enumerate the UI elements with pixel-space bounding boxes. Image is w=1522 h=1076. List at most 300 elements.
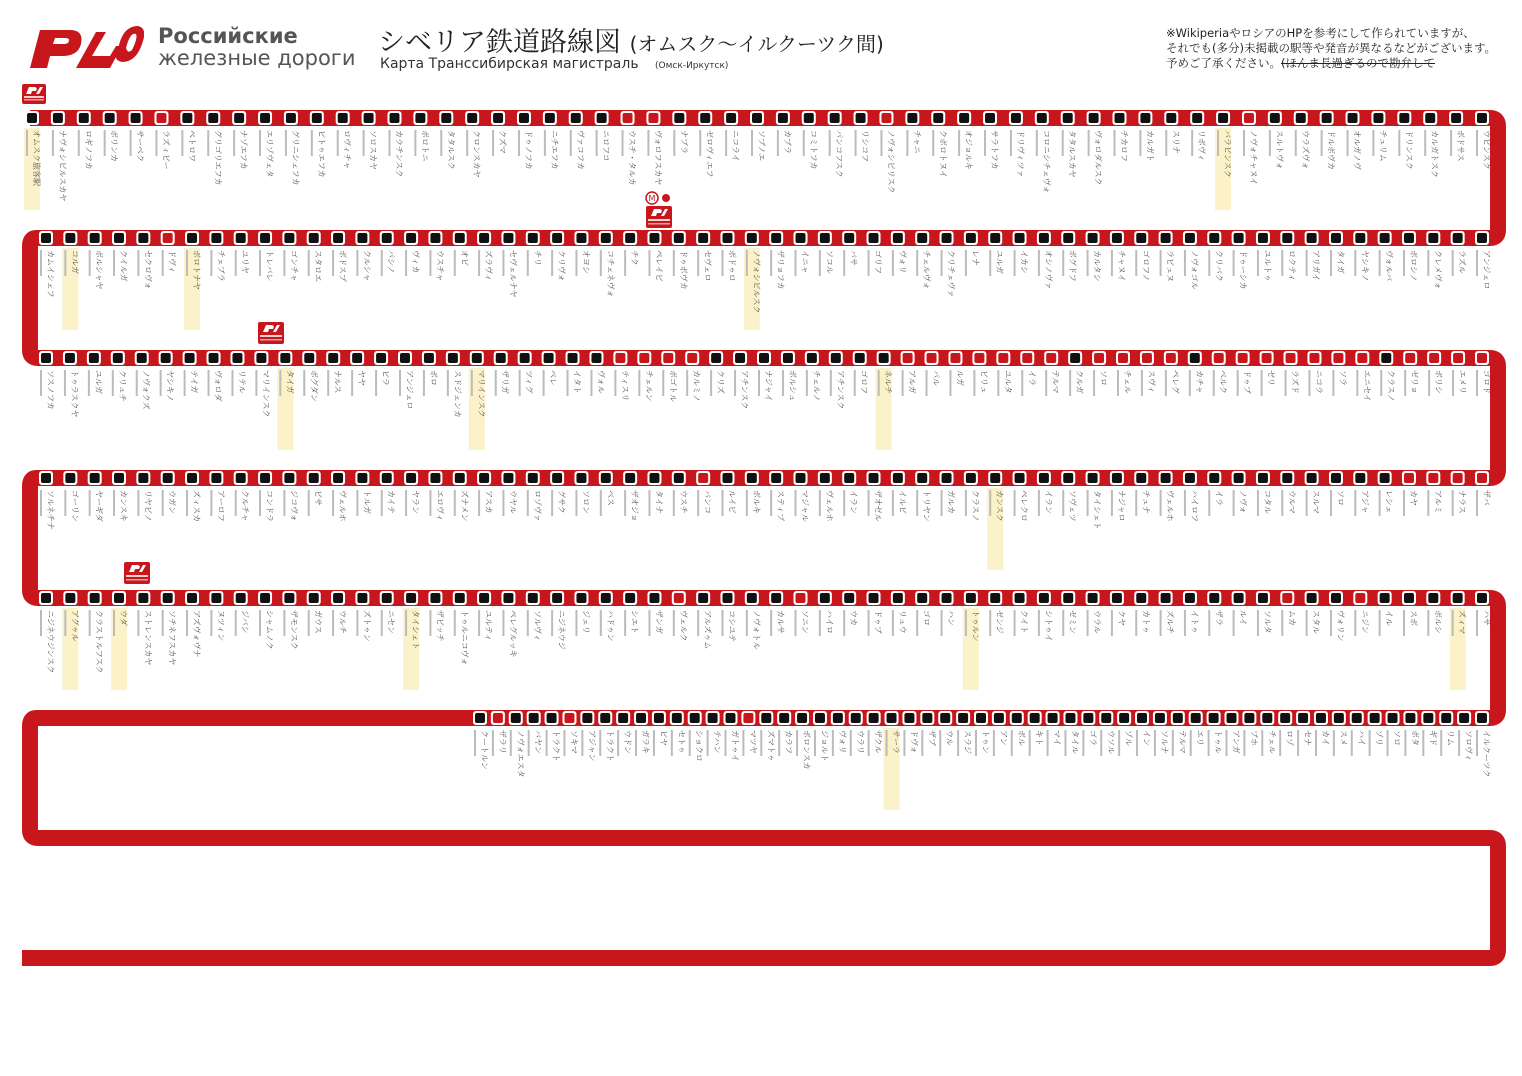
station-name-latin: [1281, 490, 1283, 516]
station-name-latin: [113, 490, 115, 516]
station: [1378, 231, 1394, 281]
station-marker: [1405, 353, 1415, 363]
station-name-latin: [447, 370, 449, 396]
station-marker: [1234, 473, 1244, 483]
station-name-latin: [1372, 130, 1374, 156]
station-name-latin: [551, 490, 553, 516]
station: [1135, 711, 1151, 756]
station: [1086, 231, 1102, 282]
station-name: イラ: [1214, 490, 1224, 506]
station: [1013, 591, 1029, 636]
station: [527, 711, 543, 756]
station: [112, 231, 128, 282]
station: [802, 111, 818, 170]
station-name-latin: [1014, 610, 1016, 636]
station: [63, 471, 79, 522]
station-marker: [352, 353, 362, 363]
station-marker: [950, 353, 960, 363]
station-name-latin: [1047, 730, 1049, 756]
station-name-latin: [1010, 130, 1012, 156]
station: [326, 351, 342, 396]
station-marker: [260, 233, 270, 243]
station-name: ニジネウジンスク: [46, 610, 55, 674]
station-name-latin: [1452, 250, 1454, 276]
station-marker: [1039, 233, 1049, 243]
station-marker: [27, 113, 37, 123]
station-name-latin: [829, 130, 831, 156]
station-name: ボルシュ: [787, 370, 797, 402]
station-marker: [747, 593, 757, 603]
station: [1378, 471, 1394, 516]
station-name: リュウ: [897, 610, 907, 634]
station-name-latin: [181, 130, 183, 156]
station: [1134, 231, 1150, 281]
station: [1134, 591, 1150, 636]
station: [1294, 111, 1310, 169]
station-marker: [571, 113, 581, 123]
station-name: ボゴトル: [668, 370, 678, 402]
station-marker: [376, 353, 386, 363]
station: [350, 351, 366, 396]
station: [769, 231, 785, 290]
station-name-latin: [308, 610, 310, 636]
station-name: タイガ: [1335, 250, 1345, 274]
station-name-latin: [1111, 490, 1113, 516]
station-name-latin: [1306, 250, 1308, 276]
station-marker: [869, 713, 879, 723]
station-name-latin: [850, 730, 852, 756]
station-name-latin: [527, 610, 529, 636]
station: [453, 471, 469, 522]
station-marker: [236, 473, 246, 483]
station-marker: [1161, 473, 1171, 483]
station-marker: [552, 593, 562, 603]
station-name: ヌツィン: [216, 610, 226, 642]
station: [501, 231, 517, 298]
station-marker: [625, 473, 635, 483]
station-marker: [338, 113, 348, 123]
station: [1332, 711, 1348, 756]
station-name-latin: [528, 730, 530, 756]
station-name: ヤーギダ: [94, 490, 104, 522]
station-name-latin: [1269, 130, 1271, 156]
station-name-latin: [40, 490, 42, 516]
station: [1207, 471, 1223, 516]
station-name: アジャン: [587, 730, 597, 762]
station-name: ボリシ: [1434, 370, 1444, 394]
station-name: ナゾエフカ: [239, 130, 249, 170]
station: [1046, 711, 1062, 756]
station-marker: [1352, 713, 1362, 723]
station-name: ウビンスク: [1482, 130, 1491, 170]
station-name: リボヴィ: [1197, 130, 1207, 162]
station-name: ヴェルホ: [338, 490, 348, 522]
station-name-latin: [551, 250, 553, 276]
station-marker: [1022, 353, 1032, 363]
station-name-latin: [1160, 610, 1162, 636]
station-name-latin: [1226, 730, 1228, 756]
station-marker: [1388, 713, 1398, 723]
station-name-latin: [1458, 730, 1460, 756]
station: [1379, 351, 1395, 402]
station: [1305, 591, 1321, 636]
station-name: ソニン: [800, 610, 810, 634]
station: [1164, 111, 1180, 156]
station-marker: [1161, 233, 1171, 243]
station-name: イルクーツク: [1482, 730, 1491, 778]
station-name: ユリヤ: [240, 250, 250, 274]
station-name: パシノ: [386, 250, 396, 274]
station: [477, 471, 493, 516]
station-name: チュナ: [1141, 490, 1151, 514]
station-name: ソロ: [1335, 490, 1345, 506]
station-marker: [844, 593, 854, 603]
station-marker: [528, 593, 538, 603]
station: [931, 111, 947, 178]
station-name-latin: [363, 130, 365, 156]
station-name: アンジェロ: [405, 370, 414, 410]
station-marker: [1258, 233, 1268, 243]
station-name: チク: [630, 250, 640, 266]
station-name: ズナメン: [459, 490, 469, 522]
station-name: ニコラ: [1314, 370, 1324, 394]
station-name-latin: [255, 370, 257, 396]
station: [550, 591, 566, 650]
station-name-latin: [332, 250, 334, 276]
station-name-latin: [1154, 730, 1156, 756]
station-name-latin: [162, 610, 164, 636]
station: [983, 111, 999, 170]
station-name: タタルスク: [446, 130, 456, 170]
station-name-latin: [423, 370, 425, 396]
station-name: ズィマ: [1457, 610, 1467, 635]
station-marker: [1380, 593, 1390, 603]
station-marker: [1477, 593, 1487, 603]
station-name: ザオゼル: [873, 490, 883, 522]
station-name-latin: [782, 370, 784, 396]
station: [1314, 711, 1330, 756]
station-marker: [1282, 593, 1292, 603]
station: [818, 591, 834, 636]
station-marker: [1244, 113, 1254, 123]
station-name: スタロエ: [313, 250, 323, 282]
station-marker: [1355, 593, 1365, 603]
station-name-latin: [1379, 610, 1381, 636]
station: [1475, 351, 1491, 396]
station-name-latin: [814, 730, 816, 756]
station-marker: [1063, 233, 1073, 243]
station-name: マイ: [1052, 730, 1062, 746]
station-name: パル: [931, 370, 941, 386]
station-name: ヴォリ: [897, 250, 907, 274]
station-name-latin: [1135, 610, 1137, 636]
station-marker: [114, 233, 124, 243]
station-marker: [761, 713, 771, 723]
station: [1189, 711, 1205, 756]
station: [278, 351, 294, 396]
note-line-1: ※WikiperiaやロシアのHPを参考にして作られていますが、: [1166, 26, 1475, 40]
station-name: ウスチャ: [435, 250, 445, 282]
station: [282, 231, 298, 282]
station-name: ドリヴィツァ: [1015, 130, 1025, 178]
station-name: ソルナ: [1159, 730, 1169, 754]
station-name: クロンスカヤ: [472, 130, 482, 178]
station-name-latin: [186, 610, 188, 636]
station-name: コシユテ: [727, 610, 737, 642]
station: [183, 351, 199, 396]
station: [1044, 351, 1060, 396]
station-name-latin: [1114, 130, 1116, 156]
station-name: ドゥボヴカ: [678, 250, 688, 290]
station-name-latin: [544, 130, 546, 156]
station-name-latin: [1100, 730, 1102, 756]
station: [1232, 591, 1248, 636]
station-marker: [161, 353, 171, 363]
station-marker: [990, 593, 1000, 603]
station: [1305, 231, 1321, 281]
station-marker: [113, 353, 123, 363]
station-marker: [1166, 113, 1176, 123]
station: [1256, 471, 1272, 516]
station-name-latin: [210, 610, 212, 636]
station-name: カイ: [1320, 730, 1330, 746]
station-name-latin: [64, 250, 66, 276]
station-name: カトゥ: [1141, 610, 1151, 634]
station-marker: [455, 473, 465, 483]
station: [647, 231, 663, 282]
station-name-latin: [880, 130, 882, 156]
station-name-latin: [1237, 370, 1239, 396]
station-marker: [1185, 233, 1195, 243]
station-marker: [917, 593, 927, 603]
station: [1329, 471, 1345, 516]
station: [380, 591, 396, 636]
station-marker: [601, 593, 611, 603]
station-marker: [1423, 713, 1433, 723]
station-name: ゴリフ: [873, 250, 883, 274]
station: [1475, 111, 1491, 170]
station-name: ボグドフ: [1068, 250, 1078, 282]
station: [1256, 591, 1272, 636]
station-marker: [472, 353, 482, 363]
station: [569, 111, 585, 170]
station-name-latin: [1014, 490, 1016, 516]
station-name-latin: [868, 730, 870, 756]
station-name: カヤ: [1408, 490, 1418, 506]
station-name-latin: [648, 610, 650, 636]
station-name: ロギノフカ: [83, 130, 93, 170]
station-name: ユルトゥ: [1262, 250, 1272, 282]
station-name: ノヴォチャヌイ: [1248, 130, 1258, 186]
station-name: ニチエフカ: [549, 130, 559, 170]
station-name: サラトフカ: [990, 130, 1000, 170]
station-marker: [1477, 233, 1487, 243]
station-marker: [1209, 593, 1219, 603]
station-marker: [309, 473, 319, 483]
station-name-latin: [1379, 490, 1381, 516]
station: [1475, 591, 1491, 636]
station: [818, 471, 834, 522]
station-name: シトゥイ: [1043, 610, 1053, 642]
station: [87, 351, 103, 396]
station-name: ベレ: [548, 370, 558, 386]
station-name-latin: [648, 490, 650, 516]
station: [1009, 111, 1025, 177]
station-marker: [1453, 353, 1463, 363]
station-marker: [1477, 353, 1487, 363]
station-name: チェル: [1123, 370, 1132, 394]
station-name-latin: [596, 130, 598, 156]
station-name: サーベク: [135, 130, 145, 162]
station-marker: [1234, 233, 1244, 243]
station: [574, 231, 590, 276]
station-marker: [1298, 713, 1308, 723]
station-name: ゼリョ: [1410, 370, 1420, 394]
station-marker: [333, 593, 343, 603]
station-name-latin: [113, 250, 115, 276]
station-name-latin: [1243, 130, 1245, 156]
station-name: チェルン: [644, 370, 654, 402]
station-name-latin: [710, 370, 712, 396]
station-name: イラ: [1027, 370, 1037, 386]
station-name: ムカ: [1287, 610, 1297, 626]
station-name-latin: [868, 490, 870, 516]
station-marker: [114, 473, 124, 483]
station-name-latin: [653, 730, 655, 756]
station-marker: [966, 473, 976, 483]
station-name: グリニシェフカ: [290, 130, 300, 186]
station-marker: [234, 113, 244, 123]
station-marker: [855, 353, 865, 363]
rzd-station-badge-icon: [646, 206, 672, 228]
station: [1280, 231, 1296, 281]
station-name-latin: [311, 130, 313, 156]
station-marker: [940, 713, 950, 723]
title-sub: (オムスク〜イルクーツク間): [629, 32, 884, 56]
station-name: テルマ: [1051, 370, 1061, 394]
station: [355, 591, 371, 642]
station: [1331, 351, 1347, 396]
station-marker: [663, 353, 673, 363]
station-marker: [942, 233, 952, 243]
station-marker: [1238, 353, 1248, 363]
station-marker: [1015, 593, 1025, 603]
station-name-latin: [1062, 610, 1064, 636]
station: [136, 471, 152, 522]
station-marker: [591, 353, 601, 363]
station-marker: [1119, 713, 1129, 723]
station-name-latin: [1064, 730, 1066, 756]
station-marker: [990, 233, 1000, 243]
station: [1260, 711, 1276, 756]
station-name-latin: [892, 610, 894, 636]
station-name: ポドゥロ: [727, 250, 737, 282]
station-name: ソロ: [1392, 730, 1402, 746]
station-name-latin: [1403, 610, 1405, 636]
station-marker: [185, 353, 195, 363]
station: [331, 231, 347, 282]
station-name: ロヴィチャ: [342, 130, 352, 170]
station-name-latin: [478, 610, 480, 636]
station-marker: [582, 713, 592, 723]
station-name-latin: [699, 130, 701, 156]
station-name-latin: [89, 610, 91, 636]
station-name: サーラ: [891, 730, 901, 754]
station-marker: [833, 713, 843, 723]
station-name-latin: [734, 370, 736, 396]
station-marker: [1270, 113, 1280, 123]
station: [637, 351, 653, 402]
station-marker: [771, 593, 781, 603]
station-marker: [831, 353, 841, 363]
station-name-latin: [941, 490, 943, 516]
station-name-latin: [1440, 730, 1442, 756]
station-name: ベルク: [1218, 370, 1228, 394]
station-name-latin: [989, 490, 991, 516]
station-name: コンドラ: [265, 490, 275, 522]
station-name: ガルカ: [946, 490, 956, 514]
station-name: クラスノ: [970, 490, 980, 522]
station-name: スタル: [1311, 610, 1321, 634]
station-name-latin: [89, 490, 91, 516]
station-name: クレメヴォ: [1433, 250, 1443, 290]
station: [136, 591, 152, 666]
station-name: ズマトゥ: [766, 730, 776, 762]
station: [439, 111, 455, 170]
station-name: ガウス: [313, 610, 323, 634]
station: [501, 591, 517, 658]
station-marker: [1282, 473, 1292, 483]
station-name-latin: [965, 250, 967, 276]
station-name-latin: [1208, 250, 1210, 276]
station-marker: [1218, 113, 1228, 123]
station-marker: [687, 353, 697, 363]
station-marker: [493, 713, 503, 723]
station-name: ビリュ: [979, 370, 989, 394]
station: [957, 111, 973, 170]
station-name: ルイビ: [727, 490, 737, 514]
station-name-latin: [104, 130, 106, 156]
station-name-latin: [1233, 250, 1235, 276]
station-marker: [576, 233, 586, 243]
station-name: オジョルキ: [964, 130, 974, 170]
station-name-latin: [622, 130, 624, 156]
station: [1423, 111, 1439, 178]
station-name-latin: [949, 370, 951, 396]
station: [388, 111, 404, 177]
station-name-latin: [474, 730, 476, 756]
station-name-latin: [1404, 370, 1406, 396]
station-name-latin: [575, 610, 577, 636]
station-name-latin: [186, 250, 188, 276]
station: [672, 471, 688, 516]
station-marker: [743, 713, 753, 723]
station-name-latin: [902, 370, 904, 396]
station-name: ソラ: [1338, 370, 1348, 386]
station-marker: [187, 593, 197, 603]
station-name: ポロンスカ: [802, 730, 812, 770]
station-marker: [163, 473, 173, 483]
station-marker: [1136, 473, 1146, 483]
station: [1134, 471, 1150, 516]
station: [818, 231, 834, 276]
station-marker: [1355, 473, 1365, 483]
station-name-latin: [673, 490, 675, 516]
station-name-latin: [795, 610, 797, 636]
station-name-latin: [26, 130, 28, 156]
station-name-latin: [1082, 730, 1084, 756]
station-name-latin: [1184, 490, 1186, 516]
